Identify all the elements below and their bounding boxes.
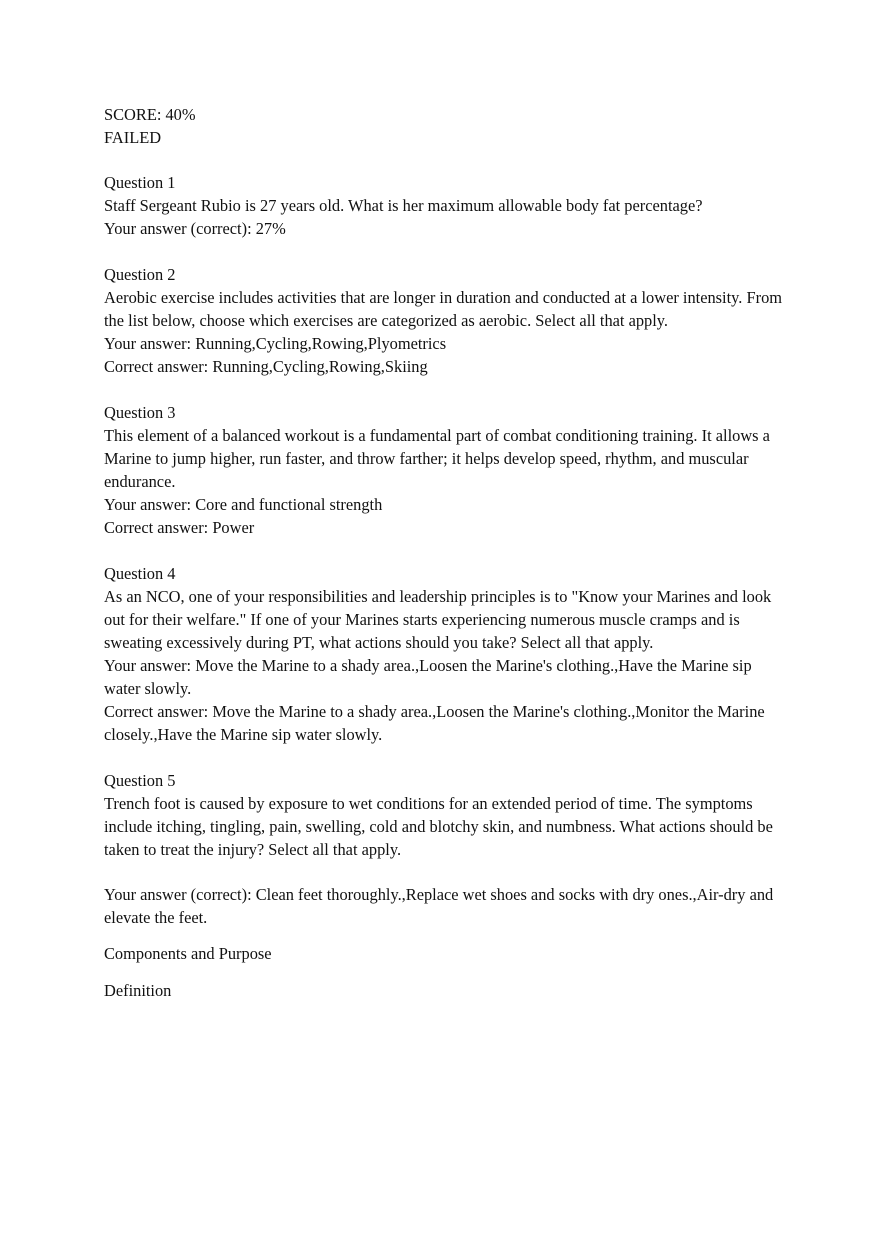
question-title: Question 5 <box>104 771 176 790</box>
question-text: As an NCO, one of your responsibilities and leadership principles is to "Know your Marines and look out for their welfare." If one of your Marines starts experiencing numerous muscle cramps and is sweating excessively during PT, what actions should you take? Select all that apply. <box>104 587 772 652</box>
correct-answer: Correct answer: Running,Cycling,Rowing,Skiing <box>104 357 428 376</box>
definition-heading: Definition <box>104 981 172 1000</box>
question-title: Question 2 <box>104 265 176 284</box>
question-4 <box>104 562 784 746</box>
your-answer: Your answer (correct): Clean feet thoroughly.,Replace wet shoes and socks with dry ones.,Air-dry and elevate the feet. <box>104 885 774 927</box>
score-text: SCORE: 40% <box>104 105 196 124</box>
question-text: This element of a balanced workout is a fundamental part of combat conditioning training. It allows a Marine to jump higher, run faster, and throw farther; it helps develop speed, rhythm, and muscular endurance. <box>104 426 770 491</box>
question-text: Trench foot is caused by exposure to wet conditions for an extended period of time. The symptoms include itching, tingling, pain, swelling, cold and blotchy skin, and numbness. What actions should be taken to treat the injury? Select all that apply. <box>104 794 773 859</box>
correct-answer: Correct answer: Power <box>104 518 255 537</box>
question-5 <box>104 769 784 929</box>
question-1 <box>104 171 784 240</box>
correct-answer: Correct answer: Move the Marine to a shady area.,Loosen the Marine's clothing.,Monitor the Marine closely.,Have the Marine sip water slowly. <box>104 702 765 744</box>
your-answer: Your answer: Core and functional strength <box>104 495 383 514</box>
question-3 <box>104 401 784 539</box>
question-title: Question 4 <box>104 564 176 583</box>
components-heading: Components and Purpose <box>104 944 272 963</box>
quiz-results-document <box>104 103 784 1002</box>
question-text: Staff Sergeant Rubio is 27 years old. What is her maximum allowable body fat percentage? <box>104 196 703 215</box>
question-title: Question 1 <box>104 173 176 192</box>
status-text: FAILED <box>104 128 162 147</box>
your-answer: Your answer: Move the Marine to a shady area.,Loosen the Marine's clothing.,Have the Marine sip water slowly. <box>104 656 752 698</box>
question-title: Question 3 <box>104 403 176 422</box>
result-block <box>104 103 784 149</box>
your-answer: Your answer: Running,Cycling,Rowing,Plyometrics <box>104 334 447 353</box>
question-2 <box>104 263 784 378</box>
your-answer: Your answer (correct): 27% <box>104 219 286 238</box>
question-text: Aerobic exercise includes activities that are longer in duration and conducted at a lower intensity. From the list below, choose which exercises are categorized as aerobic. Select all that apply. <box>104 288 783 330</box>
